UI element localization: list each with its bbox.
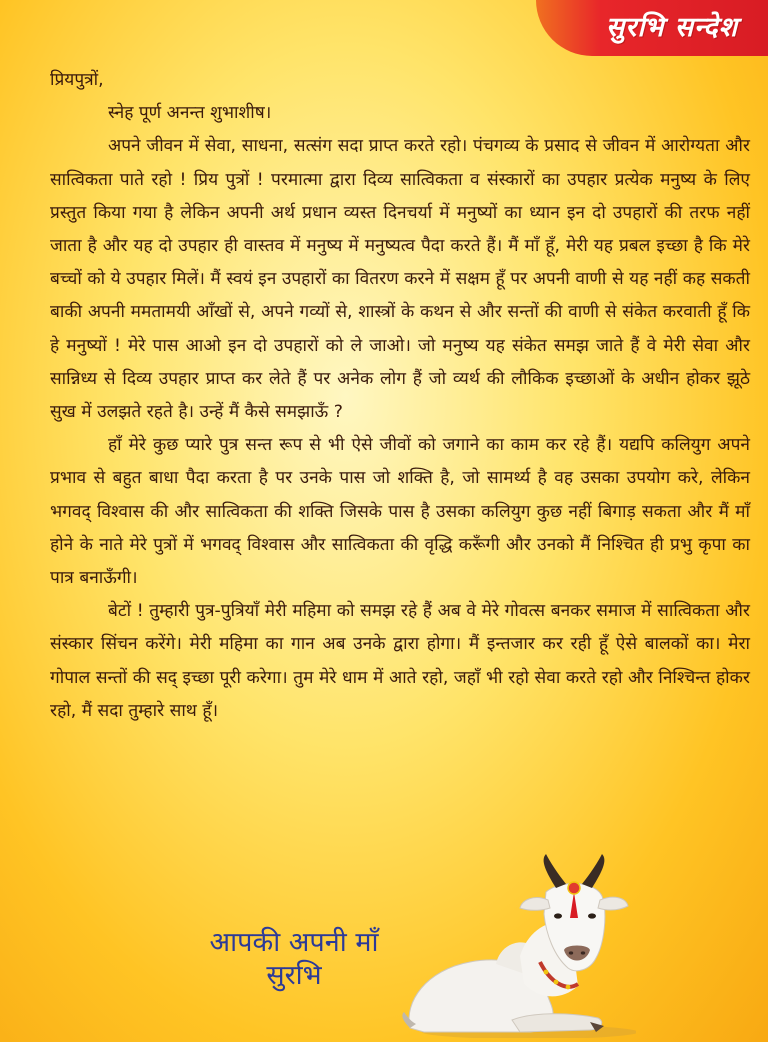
letter-greeting: स्नेह पूर्ण अनन्त शुभाशीष।	[108, 103, 272, 124]
signature-name: सुरभि	[266, 960, 322, 991]
letter-paragraph: हाँ मेरे कुछ प्यारे पुत्र सन्त रूप से भी ऐसे जीवों को जगाने का काम कर रहे हैं। यद्यपि कलियुग अपने प्रभाव से बहुत बाधा पैदा करता है पर उनके पास जो शक्ति है, जो सामर्थ्य है वह उसका उपयोग करे, लेकिन भगवद् विश्वास की और सात्विकता की शक्ति जिसके पास है उसका कलियुग कुछ नहीं बिगाड़ सकता और मैं माँ होने के नाते मेरे पुत्रों में भगवद् विश्वास और सात्विकता की वृद्धि करूँगी और उनको मैं निश्चित ही प्रभु कृपा का पात्र बनाऊँगी।	[50, 435, 750, 589]
letter-salutation: प्रियपुत्रों,	[50, 70, 104, 90]
signature-line: आपकी अपनी माँ	[209, 927, 379, 958]
signature	[174, 926, 414, 992]
letter-body	[50, 64, 750, 728]
letter-paragraph: बेटों ! तुम्हारी पुत्र-पुत्रियाँ मेरी महिमा को समझ रहे हैं अब वे मेरे गोवत्स बनकर समाज में सात्विकता और संस्कार सिंचन करेंगे। मेरी महिमा का गान अब उनके द्वारा होगा। मैं इन्तजार कर रही हूँ ऐसे बालकों का। मेरा गोपाल सन्तों की सद् इच्छा पूरी करेगा। तुम मेरे धाम में आते रहो, जहाँ भी रहो सेवा करते रहो और निश्चिन्त होकर रहो, मैं सदा तुम्हारे साथ हूँ।	[50, 601, 750, 721]
page-title: सुरभि सन्देश	[606, 12, 738, 43]
letter-paragraph: अपने जीवन में सेवा, साधना, सत्संग सदा प्राप्त करते रहो। पंचगव्य के प्रसाद से जीवन में आरोग्यता और सात्विकता पाते रहो ! प्रिय पुत्रों ! परमात्मा द्वारा दिव्य सात्विकता व संस्कारों का उपहार प्रत्येक मनुष्य के लिए प्रस्तुत किया गया है लेकिन अपनी अर्थ प्रधान व्यस्त दिनचर्या में मनुष्यों का ध्यान इन दो उपहारों की तरफ नहीं जाता है और यह दो उपहार ही वास्तव में मनुष्य में मनुष्यत्व पैदा करते हैं। मैं माँ हूँ, मेरी यह प्रबल इच्छा है कि मेरे बच्चों को ये उपहार मिलें। मैं स्वयं इन उपहारों का वितरण करने में सक्षम हूँ पर अपनी वाणी से यह नहीं कह सकती बाकी अपनी ममतामयी आँखों से, अपने गव्यों से, शास्त्रों के कथन से और सन्तों की वाणी से संकेत करवाती हूँ कि हे मनुष्यों ! मेरे पास आओ इन दो उपहारों को ले जाओ। जो मनुष्य यह संकेत समझ जाते हैं वे मेरी सेवा और सान्निध्य से दिव्य उपहार प्राप्त कर लेते हैं पर अनेक लोग हैं जो व्यर्थ की लौकिक इच्छाओं के अधीन होकर झूठे सुख में उलझते रहते है। उन्हें मैं कैसे समझाऊँ ?	[50, 136, 750, 423]
cow-illustration	[400, 852, 636, 1038]
